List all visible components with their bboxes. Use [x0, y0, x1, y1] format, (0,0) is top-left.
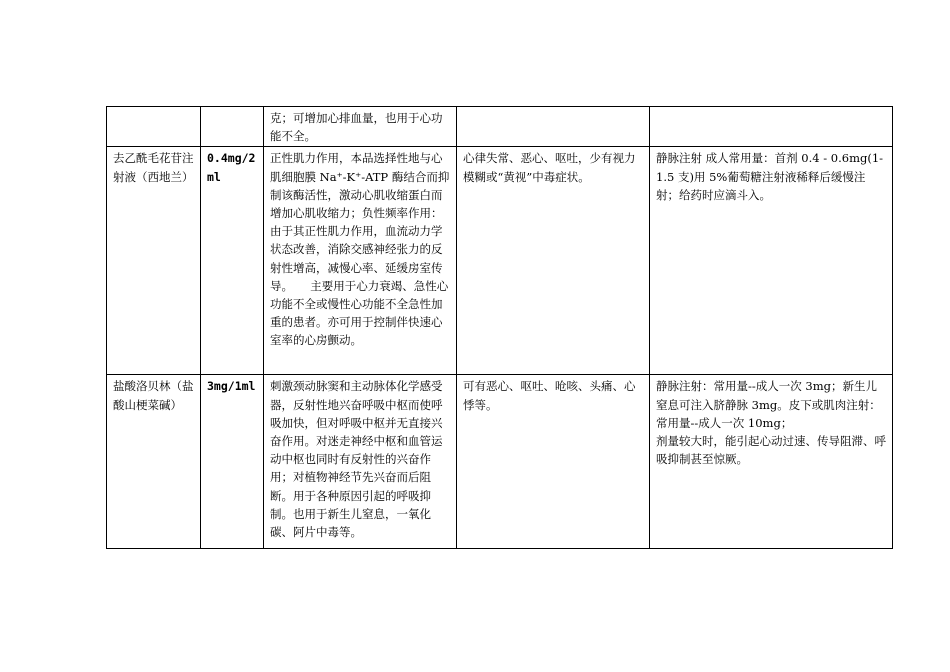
- drug-name-cell: 去乙酰毛花苷注射液（西地兰）: [107, 147, 201, 375]
- usage-cell: 静脉注射 成人常用量：首剂 0.4 - 0.6mg(1-1.5 支)用 5%葡萄糖注射液稀释后缓慢注射；给药时应滴斗入。: [650, 147, 893, 375]
- drug-table: [106, 106, 893, 549]
- action-cell: 刺激颈动脉窦和主动脉体化学感受器，反射性地兴奋呼吸中枢而使呼吸加快，但对呼吸中枢并无直接兴奋作用。对迷走神经中枢和血管运动中枢也同时有反射性的兴奋作用；对植物神经节先兴奋而后阻断。用于各种原因引起的呼吸抑制。也用于新生儿窒息，一氧化碳、阿片中毒等。: [264, 375, 457, 549]
- usage-note-text: 剂量较大时，能引起心动过速、传导阻滞、呼吸抑制甚至惊厥。: [656, 434, 886, 467]
- adverse-reaction-cell: 可有恶心、呕吐、呛咳、头痛、心悸等。: [457, 375, 650, 549]
- usage-cell: [650, 107, 893, 147]
- table-row: [107, 147, 893, 375]
- table-row: [107, 107, 893, 147]
- adverse-reaction-cell: 心律失常、恶心、呕吐，少有视力模糊或“黄视”中毒症状。: [457, 147, 650, 375]
- drug-name-cell: [107, 107, 201, 147]
- drug-name-cell: 盐酸洛贝林（盐酸山梗菜碱）: [107, 375, 201, 549]
- usage-cell: [650, 375, 893, 549]
- dose-cell: [201, 107, 264, 147]
- adverse-reaction-cell: [457, 107, 650, 147]
- dose-cell: 3mg/1ml: [201, 375, 264, 549]
- table-row: [107, 375, 893, 549]
- dose-cell: 0.4mg/2ml: [201, 147, 264, 375]
- action-cell: 正性肌力作用，本品选择性地与心肌细胞膜 Na⁺-K⁺-ATP 酶结合而抑制该酶活性，激动心肌收缩蛋白而增加心肌收缩力；负性频率作用：由于其正性肌力作用，血流动力学状态改善，消除交感神经张力的反射性增高，减慢心率、延缓房室传导。 主要用于心力衰竭、急性心功能不全或慢性心功能不全急性加重的患者。亦可用于控制伴快速心室率的心房颤动。: [264, 147, 457, 375]
- action-cell: 克；可增加心排血量，也用于心功能不全。: [264, 107, 457, 147]
- usage-text: 静脉注射：常用量--成人一次 3mg；新生儿窒息可注入脐静脉 3mg。皮下或肌肉注射： 常用量--成人一次 10mg；: [656, 379, 881, 430]
